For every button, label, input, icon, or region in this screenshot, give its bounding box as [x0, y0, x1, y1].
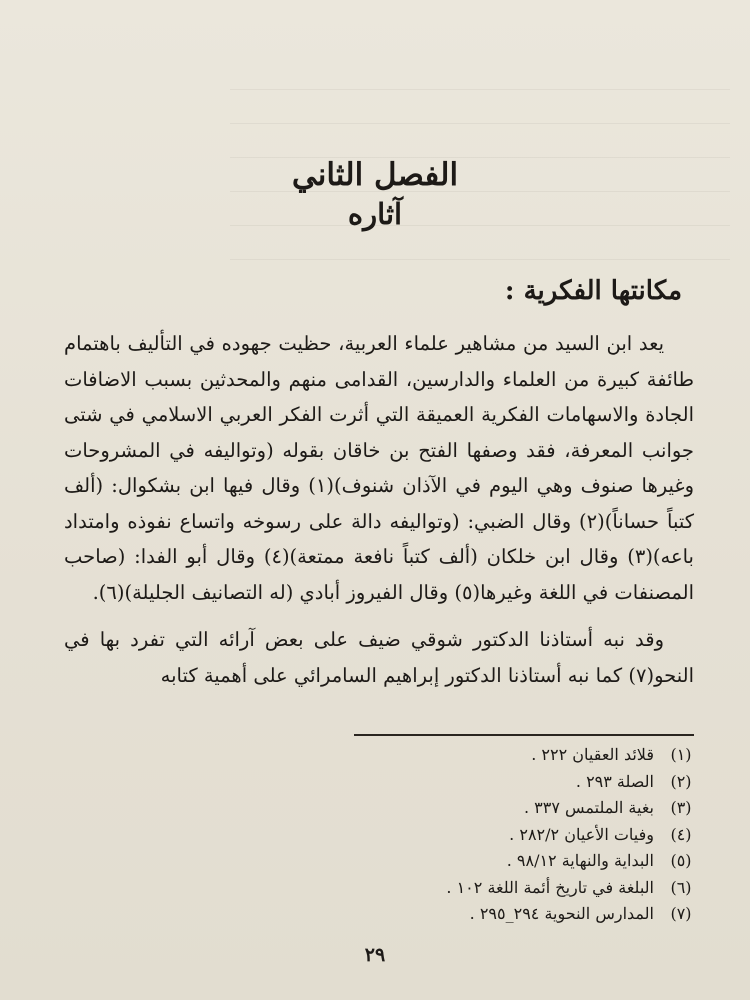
chapter-title: الفصل الثاني — [291, 157, 459, 193]
footnote-item — [314, 901, 694, 928]
footnote-number: (٧) — [670, 904, 692, 923]
footnote-number: (١) — [670, 745, 692, 764]
footnote-text: البداية والنهاية ٩٨/١٢ . — [506, 851, 654, 870]
footnote-divider — [354, 734, 694, 736]
paragraph-2: وقد نبه أستاذنا الدكتور شوقي ضيف على بعض آرائه التي تفرد بها في النحو(٧) كما نبه أستاذنا الدكتور إبراهيم السامرائي على أهمية كتابه — [64, 628, 694, 687]
footnote-number: (٤) — [670, 824, 692, 844]
footnote-item — [314, 822, 694, 849]
section-heading: مكانتها الفكرية : — [504, 276, 682, 306]
footnote-number: (٢) — [670, 771, 692, 791]
body-text — [64, 326, 694, 693]
footnote-text: قلائد العقيان ٢٢٢ . — [531, 745, 654, 764]
paragraph-1: يعد ابن السيد من مشاهير علماء العربية، حظيت جهوده في التأليف باهتمام طائفة كبيرة من العلماء والدارسين، القدامى منهم والمحدثين بسبب الاضافات الجادة والاسهامات الفكرية العميقة التي أثرت الفكر العربي الاسلامي في شتى جوانب المعرفة، فقد وصفها الفتح بن خاقان بقوله (وتواليفه في المشروحات وغيرها صنوف وهي اليوم في الآذان شنوف)(١) وقال فيها ابن بشكوال: (ألف كتباً حساناً)(٢) وقال الضبي: (وتواليفه دالة على رسوخه واتساع نفوذه وامتداد باعه)(٣) وقال ابن خلكان (ألف كتباً نافعة ممتعة)(٤) وقال أبو الفدا: (صاحب المصنفات في اللغة وغيرها(٥) وقال الفيروز أبادي (له التصانيف الجليلة)(٦). — [64, 332, 694, 604]
footnote-item — [314, 795, 694, 822]
footnotes-list — [314, 742, 694, 928]
footnote-text: الصلة ٢٩٣ . — [575, 771, 654, 791]
footnote-item — [314, 742, 694, 769]
chapter-heading — [0, 158, 750, 231]
footnote-number: (٦) — [670, 877, 692, 897]
footnote-text: وفيات الأعيان ٢٨٢/٢ . — [509, 824, 654, 844]
footnote-number: (٣) — [670, 798, 692, 817]
footnote-text: المدارس النحوية ٢٩٤_٢٩٥ . — [469, 904, 654, 923]
footnote-item — [314, 769, 694, 796]
footnote-number: (٥) — [670, 851, 692, 870]
footnote-text: البلغة في تاريخ أئمة اللغة ١٠٢ . — [446, 877, 654, 897]
footnote-item — [314, 848, 694, 875]
chapter-subtitle: آثاره — [347, 196, 403, 231]
footnote-item — [314, 875, 694, 902]
page-number: ٢٩ — [364, 944, 386, 966]
footnote-text: بغية الملتمس ٣٣٧ . — [523, 798, 654, 817]
